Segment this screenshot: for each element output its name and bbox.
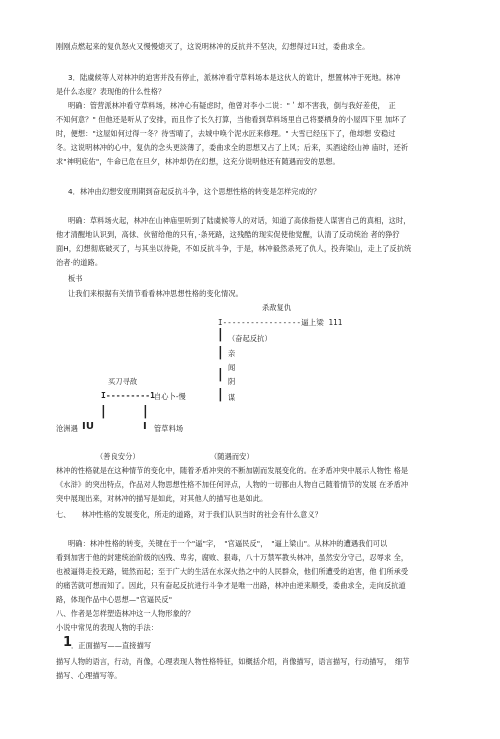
text-line: 治者·的道路。 [56, 258, 103, 267]
diagram-vertical-bar: | [143, 404, 148, 419]
diagram-vertical-bar: | [101, 404, 106, 419]
diagram-fight-back: （奋起反抗） [228, 334, 272, 343]
text-line: 面H，幻想彻底破灭了，与其坐以待毙，不如反抗斗争，于是，林冲毅然杀死了仇人，投奔梁山，走上了反抗统 [56, 244, 412, 253]
diagram-mid-label: 自心卜-慢 [154, 392, 186, 401]
question-3: 3．陆虞候等人对林冲的迫害并没有停止，派林冲看守草料场本是这伙人的诡计，想置林冲于死地。林冲 [68, 73, 401, 82]
diagram-vertical-text: 闻 [228, 363, 236, 372]
board-label: 板书 [68, 274, 83, 283]
text-line: 的痛苦就可想而知了。因此，只有奋起反抗进行斗争才是唯一出路，林冲由逆来顺受，委曲求全，走向反抗道 [56, 581, 406, 590]
text-line: 林冲的性格就是在这种情节的变化中，随着矛盾冲突的不断加剧而发展变化的。在矛盾冲突中展示人物性 格是 [56, 466, 409, 475]
answer-7: 明确：林冲性格的转变，关键在于一个"逼"字， "官逼民反"， "逼上梁山"。从林冲的遭遇我们可以 [68, 539, 388, 548]
diagram-bottom-mid-mark: I [143, 421, 147, 432]
diagram-vertical-bar: | [218, 345, 223, 360]
question-4: 4．林冲由幻想安度刑期到奋起反抗斗争，这个思想性格的转变是怎样完成的？ [68, 187, 321, 196]
section-7-heading: 七、 林冲性格的发展变化，所走的道路，对于我们认识当时的社会有什么意义？ [56, 510, 323, 519]
diagram-bottom-left: 沧洲遇 [56, 424, 78, 433]
text-line: 冬。这说明林冲的心中，复仇的念头更淡薄了，委曲求全的思想又占了上风；后来，买酒途经山神 庙时，还祈 [56, 143, 409, 152]
text-line: 《水浒》的突出特点，作品对人物思想性格不加任何评点，人物的一切都由人物自己随着情节的发展 在矛盾冲 [56, 480, 409, 489]
diagram-bottom-left-mark: IU [82, 421, 95, 432]
diagram-bottom-mid: 管草料场 [154, 424, 184, 433]
text-line: 让我们来根据有关情节看看林冲思想性格的变化情况。 [68, 289, 243, 298]
answer-4: 明确：草料场火起，林冲在山神庙里听到了陆虞候等人的对话，知道了高俅指使人谋害自己的真相，这时， [68, 216, 411, 225]
text-line: 路，体现作品中心思想—"官逼民反" [56, 595, 173, 604]
diagram-caption-left: （善良安分） [96, 452, 140, 461]
diagram-buy-knife: 买刀寻敌 [108, 377, 138, 386]
answer-3: 明确：管营派林冲看守草料场，林冲心有疑虑时，他曾对李小二说："＇却不害我，倒与我好差使， 正 [68, 101, 396, 110]
diagram-vertical-text: 谋 [228, 393, 236, 402]
text-line: 不知何意？" 但他还是听从了安排，而且作了长久打算，当他看到草料场里自己将要栖身的小屋四下里 加坏了 [56, 115, 407, 124]
text-line: 描写人物的语言，行动，肖像，心理表现人物性格特征，如概括介绍，肖像描写，语言描写，行动描写， 细节 [56, 657, 410, 666]
diagram-dash-line: I-----------------逼上梁 111 [218, 318, 343, 327]
diagram-vertical-text: 阴 [228, 377, 236, 386]
text-line: 突中展现出来，对林冲的描写是如此，对其他人的描写也是如此。 [56, 494, 268, 503]
text-line: 是什么态度？表现他的什么性格？ [56, 87, 166, 96]
section-8-heading: 八、作者是怎样塑造林冲这一人物形象的？ [56, 609, 195, 618]
diagram-caption-right: （随遇而安） [210, 452, 254, 461]
diagram-top-label: 杀敌复仇 [262, 303, 292, 312]
text-line: 也被逼得走投无路，铤然而起；至于广大的生活在水深火热之中的人民群众，他们所遭受的迫害，他 们所承受 [56, 567, 409, 576]
text-line: 看到加害于他的封建统治阶级的凶残、卑劣，腐败、狠毒，八十万禁军教头林冲，虽然安分守己，忍辱求 全， [56, 553, 409, 562]
diagram-mid-line: I---------1 [101, 391, 156, 400]
diagram-vertical-bar: | [218, 387, 223, 402]
text-line: 时，便想："这屋如何过得一冬？待雪晴了，去城中唤个泥水匠来修理。" 大雪已经压下了，他却想 安稳过 [56, 129, 396, 138]
diagram-vertical-text: 亲 [228, 349, 236, 358]
text-line: 求"神明庇佑"，牛命已危在旦夕，林冲却仍在幻想，这充分说明他还有随遇而安的思想。 [56, 157, 340, 166]
item-number: 1 [63, 635, 73, 650]
diagram-vertical-bar: | [218, 367, 223, 382]
text-line: 描写、心理描写等。 [56, 671, 122, 680]
item-1-heading: ．正面描写——直接描写 [71, 641, 152, 650]
text-line: 小说中常见的表现人物的手法： [56, 623, 159, 632]
text-line: 他才清醒地认识到，高俅、伙留给他的只有，·条死路，这残酷的现实促使他觉醒，认清了反动统治 者的狰狞 [56, 230, 400, 239]
text-line: 刚刚点燃起来的复仇怒火又慢慢熄灭了，这说明林冲的反抗并不坚决，幻想得过Ｈ过，委曲求全。 [56, 42, 370, 51]
diagram-vertical-bar: | [218, 327, 223, 342]
